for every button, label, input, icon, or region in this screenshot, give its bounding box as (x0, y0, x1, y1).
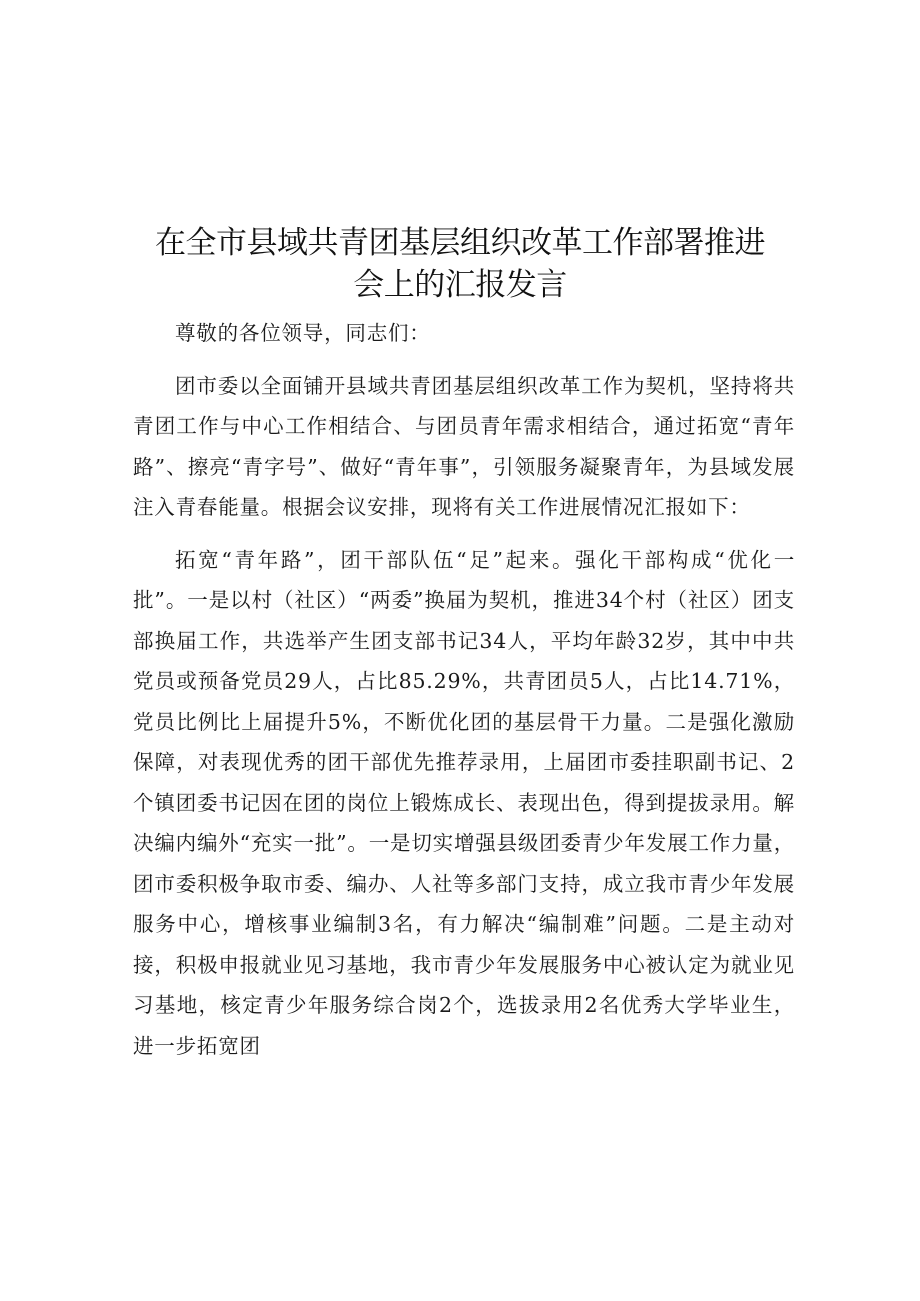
document-body (133, 313, 795, 1066)
paragraph-youth-road: 拓宽“青年路”，团干部队伍“足”起来。强化干部构成“优化一批”。一是以村（社区）“两委”换届为契机，推进34个村（社区）团支部换届工作，共选举产生团支部书记34人，平均年龄32岁，其中中共党员或预备党员29人，占比85.29%，共青团员5人，占比14.71%，党员比例比上届提升5%，不断优化团的基层骨干力量。二是强化激励保障，对表现优秀的团干部优先推荐录用，上届团市委挂职副书记、2个镇团委书记因在团的岗位上锻炼成长、表现出色，得到提拔录用。解决编内编外“充实一批”。一是切实增强县级团委青少年发展工作力量，团市委积极争取市委、编办、人社等多部门支持，成立我市青少年发展服务中心，增核事业编制3名，有力解决“编制难”问题。二是主动对接，积极申报就业见习基地，我市青少年发展服务中心被认定为就业见习基地，核定青少年服务综合岗2个，选拔录用2名优秀大学毕业生，进一步拓宽团 (133, 547, 795, 1058)
salutation: 尊敬的各位领导，同志们： (175, 321, 431, 345)
paragraph-intro: 团市委以全面铺开县域共青团基层组织改革工作为契机，坚持将共青团工作与中心工作相结合、与团员青年需求相结合，通过拓宽“青年路”、擦亮“青字号”、做好“青年事”，引领服务凝聚青年，为县域发展注入青春能量。根据会议安排，现将有关工作进展情况汇报如下： (133, 373, 795, 519)
document-title (110, 222, 810, 306)
title-line-1: 在全市县域共青团基层组织改革工作部署推进 (155, 225, 765, 261)
title-line-2: 会上的汇报发言 (353, 267, 567, 303)
